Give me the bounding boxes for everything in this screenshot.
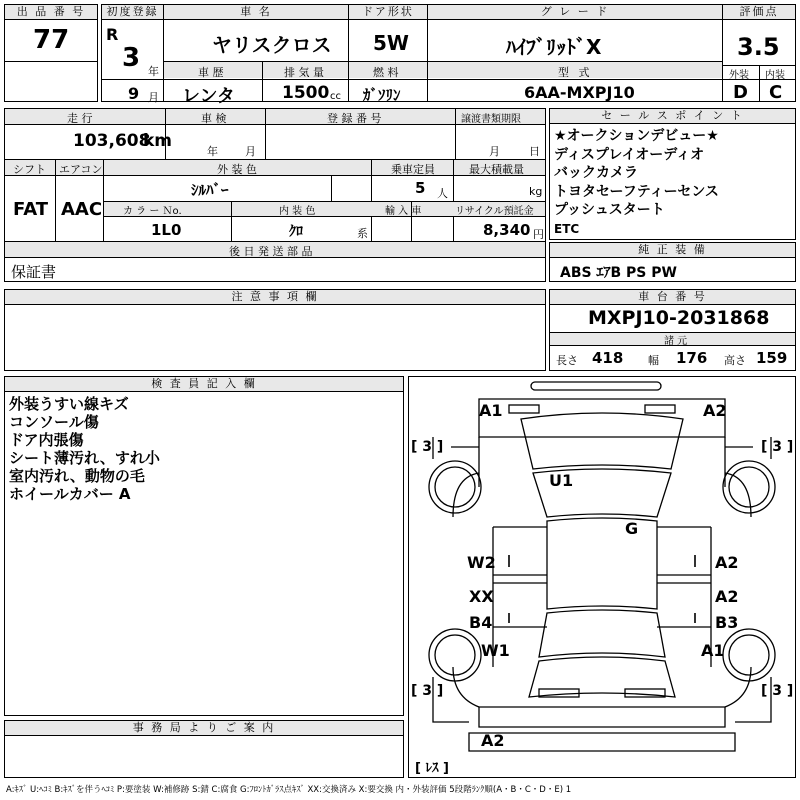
lot-number-box bbox=[4, 4, 98, 102]
exterior-score: D bbox=[733, 82, 748, 103]
mileage: 103,608 bbox=[73, 131, 151, 151]
legend: A:ｷｽﾞ U:ﾍｺﾐ B:ｷｽﾞを伴うﾍｺﾐ P:要塗装 W:補修跡 S:錆 C:腐食 G:ﾌﾛﾝﾄｶﾞﾗｽ点ｷｽﾞ XX:交換済み X:要交換 内・外装評価 5段階ﾗﾝｸ順(A・B・C・D・E) 1 bbox=[6, 785, 572, 795]
first-registration-box bbox=[101, 4, 164, 102]
color-number: 1L0 bbox=[151, 221, 182, 239]
inspector-line: 外装うすい線キズ bbox=[9, 395, 129, 413]
mark-spare: [ ﾚｽ ] bbox=[415, 761, 449, 776]
car-name-label: 車 名 bbox=[164, 5, 348, 20]
inspection-month-unit: 月 bbox=[245, 145, 256, 158]
car-name-box bbox=[163, 4, 349, 107]
inspector-line: シート薄汚れ、すれ小 bbox=[9, 449, 160, 467]
length: 418 bbox=[592, 349, 624, 367]
office-label: 事 務 局 よ り ご 案 内 bbox=[5, 721, 403, 736]
ac: AAC bbox=[61, 199, 103, 220]
lot-number: 77 bbox=[33, 25, 70, 55]
sales-point-item: トヨタセーフティーセンス bbox=[554, 183, 719, 200]
displacement-unit: cc bbox=[330, 91, 341, 102]
shift: FAT bbox=[13, 199, 49, 220]
interior-label: 内装 bbox=[765, 70, 785, 81]
mark-glass: G bbox=[625, 519, 639, 538]
width-label: 幅 bbox=[648, 354, 659, 367]
mark-rear-bumper: A2 bbox=[481, 731, 505, 750]
year-unit: 年 bbox=[148, 65, 159, 78]
interior-color: ｸﾛ bbox=[289, 224, 303, 240]
later-parts-label: 後 日 発 送 部 品 bbox=[229, 245, 313, 258]
mark-tire-fr: [ 3 ] bbox=[761, 439, 794, 455]
width: 176 bbox=[676, 349, 708, 367]
sales-point-item: バックカメラ bbox=[554, 165, 638, 181]
door-type: 5W bbox=[373, 31, 409, 55]
color-number-label: カ ラ ー Ｎo. bbox=[123, 206, 182, 217]
registration-year: 3 bbox=[122, 43, 141, 73]
mark-right-rear-door: B3 bbox=[715, 613, 739, 632]
inspector-line: ドア内張傷 bbox=[9, 431, 84, 449]
office-box bbox=[4, 720, 404, 778]
grade: ﾊｲﾌﾞﾘｯﾄﾞX bbox=[506, 35, 602, 59]
mark-right-front-door: A2 bbox=[715, 553, 739, 572]
door-fuel-box bbox=[348, 4, 428, 102]
score-box bbox=[722, 4, 796, 102]
height: 159 bbox=[756, 349, 788, 367]
interior-score: C bbox=[769, 82, 783, 103]
score: 3.5 bbox=[737, 33, 780, 61]
exterior-color-label: 外 装 色 bbox=[217, 163, 257, 176]
inspector-label: 検 査 員 記 入 欄 bbox=[5, 377, 403, 392]
door-label: ドア形状 bbox=[349, 5, 427, 20]
mark-tire-rl: [ 3 ] bbox=[411, 683, 444, 699]
displacement: 1500 bbox=[282, 83, 330, 103]
equipment: ABS ｴｱB PS PW bbox=[560, 265, 677, 281]
model: 6AA-MXPJ10 bbox=[524, 83, 635, 102]
chassis-label: 車 台 番 号 bbox=[550, 290, 795, 305]
car-name: ヤリスクロス bbox=[212, 33, 332, 57]
mark-left-rear: W1 bbox=[481, 641, 510, 660]
capacity: 5 bbox=[415, 179, 426, 197]
transfer-deadline-label: 譲渡書類期限 bbox=[461, 114, 521, 125]
dims-label: 諸 元 bbox=[664, 336, 688, 347]
inspector-notes bbox=[9, 395, 160, 503]
inspector-line: コンソール傷 bbox=[9, 413, 99, 431]
notes-box bbox=[4, 289, 546, 371]
era: R bbox=[106, 25, 119, 44]
sales-point-item: プッシュスタート bbox=[554, 202, 665, 218]
length-label: 長さ bbox=[556, 354, 578, 367]
displacement-label: 排 気 量 bbox=[284, 66, 324, 79]
vehicle-details-box bbox=[4, 108, 546, 282]
mileage-unit: km bbox=[143, 131, 173, 151]
inspection-year-unit: 年 bbox=[207, 145, 218, 158]
inspection-label: 車 検 bbox=[201, 112, 227, 125]
month-unit: 月 bbox=[148, 91, 159, 104]
grade-box bbox=[427, 4, 723, 102]
mark-roof: U1 bbox=[549, 471, 574, 490]
inspector-box bbox=[4, 376, 404, 716]
ac-label: エアコン bbox=[59, 163, 103, 176]
sales-point-item: ディスプレイオーディオ bbox=[554, 146, 705, 163]
sales-points-box bbox=[549, 108, 796, 240]
notes-label: 注 意 事 項 欄 bbox=[5, 290, 545, 305]
fuel-label: 燃 料 bbox=[373, 66, 399, 79]
mileage-label: 走 行 bbox=[67, 112, 93, 125]
recycle-label: リサイクル預託金 bbox=[455, 206, 534, 217]
import-label: 輸 入 車 bbox=[385, 206, 422, 217]
transfer-day-unit: 日 bbox=[529, 145, 540, 158]
sales-point-item: ETC bbox=[554, 221, 580, 236]
sales-point-item: ★オークションデビュー★ bbox=[554, 128, 719, 144]
fuel: ｶﾞｿﾘﾝ bbox=[363, 86, 401, 104]
mark-front-right: A2 bbox=[703, 401, 727, 420]
mark-right-rear: A1 bbox=[701, 641, 725, 660]
chassis-number: MXPJ10-2031868 bbox=[588, 307, 770, 329]
max-load-label: 最大積載量 bbox=[469, 163, 524, 176]
mark-left-front-door: W2 bbox=[467, 553, 496, 572]
later-parts: 保証書 bbox=[11, 263, 57, 281]
equipment-label: 純 正 装 備 bbox=[550, 243, 795, 258]
registration-number-label: 登 録 番 号 bbox=[327, 112, 382, 125]
interior-color-unit: 系 bbox=[357, 227, 368, 240]
registration-month: 9 bbox=[128, 84, 140, 103]
damage-diagram-box bbox=[408, 376, 796, 778]
history: レンタ bbox=[182, 86, 235, 107]
capacity-unit: 人 bbox=[437, 187, 448, 200]
equipment-box bbox=[549, 242, 796, 282]
chassis-box bbox=[549, 289, 796, 371]
first-registration-label: 初度登録 bbox=[102, 5, 163, 20]
grade-label: グ レ ー ド bbox=[428, 5, 722, 20]
history-label: 車 歴 bbox=[198, 66, 224, 79]
model-label: 型 式 bbox=[558, 66, 593, 79]
recycle-unit: 円 bbox=[533, 228, 544, 241]
mark-left-rear-door: B4 bbox=[469, 613, 493, 632]
recycle-deposit: 8,340 bbox=[483, 221, 531, 239]
mark-right-sill: A2 bbox=[715, 587, 739, 606]
mark-front-left: A1 bbox=[479, 401, 503, 420]
mark-left-sill: XX bbox=[469, 587, 494, 606]
mark-tire-fl: [ 3 ] bbox=[411, 439, 444, 455]
height-label: 高さ bbox=[724, 354, 746, 367]
score-label: 評価点 bbox=[723, 5, 795, 20]
exterior-color: ｼﾙﾊﾞｰ bbox=[191, 181, 229, 199]
transfer-month-unit: 月 bbox=[489, 145, 500, 158]
max-load-unit: kg bbox=[529, 185, 543, 198]
mark-tire-rr: [ 3 ] bbox=[761, 683, 794, 699]
interior-color-label: 内 装 色 bbox=[279, 206, 316, 217]
car-outline-diagram bbox=[409, 377, 795, 777]
sales-points-label: セ ー ル ス ポ イ ン ト bbox=[550, 109, 795, 124]
inspector-line: 室内汚れ、動物の毛 bbox=[9, 467, 145, 485]
exterior-label: 外装 bbox=[729, 70, 749, 81]
lot-number-label: 出 品 番 号 bbox=[5, 5, 97, 20]
shift-label: シフト bbox=[13, 163, 46, 176]
capacity-label: 乗車定員 bbox=[391, 163, 435, 176]
inspector-line: ホイールカバー A bbox=[9, 485, 131, 503]
sales-points-list bbox=[554, 127, 719, 238]
